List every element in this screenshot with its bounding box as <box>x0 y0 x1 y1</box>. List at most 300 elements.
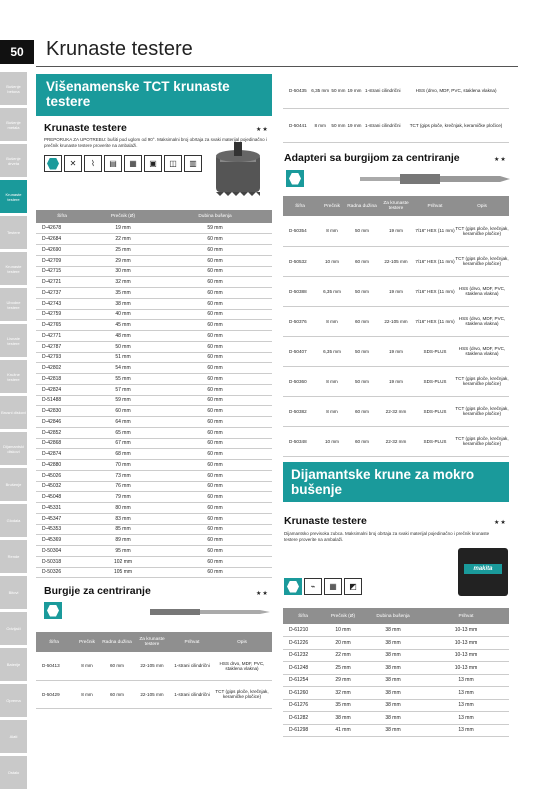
table-row <box>36 460 272 471</box>
stone-icon: ◩ <box>344 578 362 595</box>
table-cell: D-42802 <box>36 363 88 374</box>
hex-icon <box>44 602 62 619</box>
table-cell: 20 mm <box>323 637 363 650</box>
side-tab[interactable]: Dijamantski diskovi <box>0 432 27 465</box>
hole-saw-table <box>36 210 272 578</box>
table-cell: 8 mm <box>72 652 102 680</box>
col-header: Prečnik (Ø) <box>88 210 158 223</box>
page-title: Krunaste testere <box>46 38 193 60</box>
table-cell: 1-strani cilindrični <box>363 108 404 142</box>
col-header: Šifra <box>36 632 72 652</box>
table-cell: 60 mm <box>347 246 377 276</box>
table-cell: 19 mm <box>346 74 362 108</box>
table-cell: D-42678 <box>36 223 88 234</box>
col-header: Radna dužina <box>102 632 132 652</box>
table-cell: D-42715 <box>36 266 88 277</box>
table-cell: 60 mm <box>158 374 272 385</box>
table-cell: 8 mm <box>72 680 102 708</box>
table-row <box>36 384 272 395</box>
adapters-table <box>283 196 509 457</box>
table-cell: 10 mm <box>317 246 347 276</box>
table-cell: 89 mm <box>88 535 158 546</box>
table-cell: D-45032 <box>36 481 88 492</box>
table-cell: 60 mm <box>158 449 272 460</box>
table-cell: 60 mm <box>158 481 272 492</box>
col-header: Šifra <box>36 210 88 223</box>
wood-icon: ▤ <box>104 155 122 172</box>
table-cell: SDS-PLUS <box>415 336 455 366</box>
makita-logo: makita <box>464 564 502 574</box>
table-cell: D-50318 <box>36 556 88 567</box>
table-cell: D-61226 <box>283 637 323 650</box>
diamond-crown-image <box>458 548 508 596</box>
table-cell: TCT (gips ploče, krečnjak, keramičke pločice) <box>212 680 272 708</box>
table-cell: 19 mm <box>88 223 158 234</box>
hex-icon <box>286 170 304 187</box>
table-cell: 38 mm <box>363 712 423 725</box>
table-cell: 1-strani cilindrični <box>172 652 212 680</box>
table-cell: 60 mm <box>158 427 272 438</box>
table-cell: 60 mm <box>102 652 132 680</box>
table-row <box>283 246 509 276</box>
table-cell: 60 mm <box>158 503 272 514</box>
table-cell: 38 mm <box>363 637 423 650</box>
table-cell: 10-13 mm <box>423 624 509 637</box>
table-cell: 57 mm <box>88 384 158 395</box>
table-row <box>283 426 509 456</box>
table-cell: D-50441 <box>283 108 310 142</box>
table-cell: D-42846 <box>36 417 88 428</box>
table-row <box>283 699 509 712</box>
table-cell: D-42759 <box>36 309 88 320</box>
table-row <box>36 680 272 708</box>
table-row <box>36 492 272 503</box>
table-row <box>36 556 272 567</box>
diamond-stars: ★★ <box>494 520 507 526</box>
table-cell: D-50532 <box>283 246 317 276</box>
table-cell: 60 mm <box>158 363 272 374</box>
title-divider <box>36 66 518 67</box>
table-cell: 54 mm <box>88 363 158 374</box>
table-cell: HSS (drvo, MDF, PVC, staklena vlakna) <box>455 306 509 336</box>
table-cell: TCT (gips ploče, krečnjak, keramičke pločice) <box>403 108 509 142</box>
table-cell: 59 mm <box>88 395 158 406</box>
table-cell: D-42824 <box>36 384 88 395</box>
table-cell: 105 mm <box>88 567 158 578</box>
table-cell: D-50413 <box>36 652 72 680</box>
table-cell: 60 mm <box>158 277 272 288</box>
table-row <box>36 298 272 309</box>
table-row <box>36 449 272 460</box>
table-cell: 60 mm <box>158 438 272 449</box>
side-tab[interactable]: Testere <box>0 216 27 249</box>
table-cell: 60 mm <box>158 352 272 363</box>
table-cell: HSS (drvo, MDF, PVC, staklena vlakna) <box>403 74 509 108</box>
table-cell: SDS-PLUS <box>415 396 455 426</box>
table-cell: D-50304 <box>36 546 88 557</box>
table-cell: 60 mm <box>158 245 272 256</box>
pipe-icon: ◫ <box>164 155 182 172</box>
table-cell: D-42830 <box>36 406 88 417</box>
table-cell: D-45353 <box>36 524 88 535</box>
table-row <box>36 223 272 234</box>
table-cell: 60 mm <box>158 298 272 309</box>
table-cell: 13 mm <box>423 674 509 687</box>
table-row <box>283 712 509 725</box>
table-cell: 38 mm <box>363 699 423 712</box>
table-cell: D-50429 <box>36 680 72 708</box>
drill-icon: ⌇ <box>84 155 102 172</box>
side-tab[interactable]: Oprema <box>0 684 27 717</box>
table-cell: 10-13 mm <box>423 649 509 662</box>
table-cell: 19 mm <box>377 276 415 306</box>
col-header: Šifra <box>283 608 323 624</box>
table-cell: 7/16" HEX (11 mm) <box>415 276 455 306</box>
table-cell: 60 mm <box>158 288 272 299</box>
table-cell: 32 mm <box>323 687 363 700</box>
table-cell: 8 mm <box>317 306 347 336</box>
table-row <box>283 276 509 306</box>
table-cell: 50 mm <box>330 108 346 142</box>
table-cell: D-42684 <box>36 234 88 245</box>
table-cell: 102 mm <box>88 556 158 567</box>
table-cell: 60 mm <box>158 384 272 395</box>
table-row <box>36 546 272 557</box>
table-cell: 1-strani cilindrični <box>363 74 404 108</box>
side-tab[interactable]: Rende <box>0 540 27 573</box>
table-row <box>283 674 509 687</box>
side-tab[interactable]: Kružne testere <box>0 360 27 393</box>
table-cell: 22-105 mm <box>377 246 415 276</box>
table-cell: 19 mm <box>377 216 415 246</box>
table-cell: 50 mm <box>347 276 377 306</box>
table-row <box>36 481 272 492</box>
table-cell: 60 mm <box>158 492 272 503</box>
table-row <box>36 331 272 342</box>
left-banner: Višenamenske TCT krunaste testere <box>36 74 272 116</box>
centering-bit-image <box>150 605 270 619</box>
table-cell: 60 mm <box>158 255 272 266</box>
table-cell: 60 mm <box>158 341 272 352</box>
table-cell: D-61298 <box>283 724 323 737</box>
table-cell: 60 mm <box>347 426 377 456</box>
table-cell: 60 mm <box>158 556 272 567</box>
col-header: Prihvat <box>415 196 455 216</box>
tile-icon: ▦ <box>124 155 142 172</box>
water-icon: ⌁ <box>304 578 322 595</box>
table-cell: 60 mm <box>158 546 272 557</box>
table-cell: 50 mm <box>88 341 158 352</box>
table-cell: D-50388 <box>283 276 317 306</box>
col-header: Za krunaste testere <box>377 196 415 216</box>
table-row <box>283 366 509 396</box>
table-cell: 68 mm <box>88 449 158 460</box>
table-cell: 59 mm <box>158 223 272 234</box>
table-cell: 10-13 mm <box>423 637 509 650</box>
table-cell: D-42793 <box>36 352 88 363</box>
side-tab[interactable]: Krunaste testere <box>0 252 27 285</box>
side-tabs <box>0 72 27 775</box>
side-tab[interactable]: Bušenje drveta <box>0 144 27 177</box>
hole-saw-image <box>210 140 272 200</box>
table-cell: 6,35 mm <box>310 74 330 108</box>
table-cell: SDS-PLUS <box>415 366 455 396</box>
table-cell: 38 mm <box>363 724 423 737</box>
side-tab[interactable]: Glodala <box>0 504 27 537</box>
left-description: PREPORUKA ZA UPOTREBU: bušiti pod uglom od 90°. Maksimalni broj obrtaja za svaki materijal pojedinačno i prečnik krunaste testere proverite na ambalaži. <box>44 137 267 148</box>
left-section-title: Krunaste testere <box>44 122 127 134</box>
table-cell: SDS-PLUS <box>415 426 455 456</box>
col-header: Prečnik (Ø) <box>323 608 363 624</box>
table-cell: 60 mm <box>158 234 272 245</box>
table-cell: 38 mm <box>363 649 423 662</box>
table-cell: 60 mm <box>158 460 272 471</box>
table-row <box>36 374 272 385</box>
table-cell: 22-105 mm <box>132 680 172 708</box>
col-header: Prečnik <box>317 196 347 216</box>
table-cell: 60 mm <box>102 680 132 708</box>
table-cell: D-42787 <box>36 341 88 352</box>
bits-stars: ★★ <box>256 591 269 597</box>
side-tab[interactable]: Brušenje <box>0 468 27 501</box>
table-cell: D-42721 <box>36 277 88 288</box>
table-cell: 32 mm <box>88 277 158 288</box>
table-cell: D-50348 <box>283 426 317 456</box>
table-cell: D-50354 <box>283 216 317 246</box>
table-cell: D-42737 <box>36 288 88 299</box>
left-stars: ★★ <box>256 127 269 133</box>
table-cell: 83 mm <box>88 513 158 524</box>
table-cell: 38 mm <box>363 624 423 637</box>
table-cell: D-61248 <box>283 662 323 675</box>
table-row <box>283 662 509 675</box>
table-cell: 95 mm <box>88 546 158 557</box>
table-cell: TCT (gips ploče, krečnjak, keramičke pločice) <box>455 216 509 246</box>
side-tab[interactable]: Bušenje betona <box>0 72 27 105</box>
table-cell: 60 mm <box>158 406 272 417</box>
table-cell: HSS (drvo, MDF, PVC, staklena vlakna) <box>455 336 509 366</box>
table-cell: 22 mm <box>323 649 363 662</box>
table-cell: 60 mm <box>158 266 272 277</box>
table-cell: 38 mm <box>323 712 363 725</box>
diamond-icons <box>284 578 362 595</box>
table-cell: 22-105 mm <box>377 306 415 336</box>
table-cell: 22-105 mm <box>132 652 172 680</box>
side-tab[interactable]: Brusni diskovi <box>0 396 27 429</box>
table-cell: 48 mm <box>88 331 158 342</box>
table-row <box>283 396 509 426</box>
table-cell: 85 mm <box>88 524 158 535</box>
col-header: Prečnik <box>72 632 102 652</box>
col-header: Za krunaste testere <box>132 632 172 652</box>
table-cell: 51 mm <box>88 352 158 363</box>
diamond-description: Dijamantsko previsoka zubca. Maksimalni broj obrtaja za svaki materijal pojedinačno i prečnik krunaste testere proverite na ambalaži. <box>284 531 490 542</box>
table-cell: TCT (gips ploče, krečnjak, keramičke pločice) <box>455 396 509 426</box>
table-cell: 80 mm <box>88 503 158 514</box>
side-tab[interactable]: Ostalo <box>0 756 27 789</box>
table-cell: D-61210 <box>283 624 323 637</box>
table-cell: 6,35 mm <box>317 336 347 366</box>
metal-icon: ▣ <box>144 155 162 172</box>
side-tab[interactable]: Baterije <box>0 648 27 681</box>
table-cell: 50 mm <box>330 74 346 108</box>
table-row <box>283 724 509 737</box>
col-header: Dubina bušenja <box>363 608 423 624</box>
table-row <box>36 427 272 438</box>
brick-icon: ▥ <box>184 155 202 172</box>
table-cell: 60 mm <box>88 406 158 417</box>
table-row <box>283 637 509 650</box>
bits-section-title: Burgije za centriranje <box>44 585 151 597</box>
side-tab[interactable]: Odvijači <box>0 612 27 645</box>
table-cell: 50 mm <box>347 366 377 396</box>
table-row <box>36 234 272 245</box>
material-icons <box>44 155 202 172</box>
table-cell: TCT (gips ploče, krečnjak, keramičke pločice) <box>455 246 509 276</box>
table-cell: 7/16" HEX (11 mm) <box>415 246 455 276</box>
table-row <box>283 108 509 142</box>
table-cell: 35 mm <box>88 288 158 299</box>
table-cell: 79 mm <box>88 492 158 503</box>
table-cell: D-61282 <box>283 712 323 725</box>
table-cell: D-50326 <box>36 567 88 578</box>
table-row <box>36 245 272 256</box>
table-row <box>283 687 509 700</box>
table-row <box>283 216 509 246</box>
table-row <box>283 624 509 637</box>
table-row <box>36 406 272 417</box>
top-right-table <box>283 74 509 143</box>
table-cell: D-42709 <box>36 255 88 266</box>
table-cell: D-61232 <box>283 649 323 662</box>
side-tab[interactable]: Alati <box>0 720 27 753</box>
table-cell: 41 mm <box>323 724 363 737</box>
hex-icon <box>44 155 62 172</box>
table-cell: 60 mm <box>158 535 272 546</box>
table-cell: D-42818 <box>36 374 88 385</box>
table-cell: 10-13 mm <box>423 662 509 675</box>
side-tab[interactable]: Ubodne testere <box>0 288 27 321</box>
table-cell: 19 mm <box>377 336 415 366</box>
table-cell: D-61260 <box>283 687 323 700</box>
diamond-table <box>283 608 509 737</box>
table-cell: 60 mm <box>158 395 272 406</box>
table-cell: TCT (gips ploče, krečnjak, keramičke pločice) <box>455 426 509 456</box>
table-cell: 19 mm <box>346 108 362 142</box>
table-row <box>36 470 272 481</box>
table-cell: 8 mm <box>317 366 347 396</box>
table-cell: 6,35 mm <box>317 276 347 306</box>
bits-table <box>36 632 272 709</box>
table-cell: 10 mm <box>317 426 347 456</box>
table-cell: 60 mm <box>158 320 272 331</box>
table-cell: D-42690 <box>36 245 88 256</box>
table-cell: 38 mm <box>363 662 423 675</box>
table-cell: 60 mm <box>158 513 272 524</box>
table-cell: 22-32 mm <box>377 426 415 456</box>
table-cell: 35 mm <box>323 699 363 712</box>
table-cell: D-50435 <box>283 74 310 108</box>
table-cell: 7/16" HEX (11 mm) <box>415 216 455 246</box>
table-cell: TCT (gips ploče, krečnjak, keramičke pločice) <box>455 366 509 396</box>
table-cell: 29 mm <box>88 255 158 266</box>
table-cell: 13 mm <box>423 699 509 712</box>
table-row <box>36 438 272 449</box>
table-cell: D-61276 <box>283 699 323 712</box>
table-cell: D-50407 <box>283 336 317 366</box>
page-number: 50 <box>0 40 34 64</box>
table-cell: 64 mm <box>88 417 158 428</box>
table-cell: 55 mm <box>88 374 158 385</box>
table-row <box>283 336 509 366</box>
col-header: Prihvat <box>423 608 509 624</box>
table-row <box>36 513 272 524</box>
table-cell: 13 mm <box>423 687 509 700</box>
table-row <box>36 341 272 352</box>
table-cell: 45 mm <box>88 320 158 331</box>
table-cell: 50 mm <box>347 336 377 366</box>
table-row <box>283 649 509 662</box>
table-cell: D-50382 <box>283 396 317 426</box>
side-tab[interactable]: Bušenje metala <box>0 108 27 141</box>
table-cell: 1-strani cilindrični <box>172 680 212 708</box>
table-cell: 60 mm <box>347 396 377 426</box>
table-cell: D-45331 <box>36 503 88 514</box>
table-cell: D-42771 <box>36 331 88 342</box>
diamond-section-title: Krunaste testere <box>284 515 367 527</box>
col-header: Prihvat <box>172 632 212 652</box>
table-cell: 8 mm <box>310 108 330 142</box>
table-cell: D-45347 <box>36 513 88 524</box>
diamond-banner: Dijamantske krune za mokro bušenje <box>283 462 509 502</box>
side-tab[interactable]: Lisnate testere <box>0 324 27 357</box>
table-cell: 25 mm <box>88 245 158 256</box>
hex-icon <box>284 578 302 595</box>
table-cell: 10 mm <box>323 624 363 637</box>
table-cell: 70 mm <box>88 460 158 471</box>
tile-icon: ▦ <box>324 578 342 595</box>
table-cell: D-42874 <box>36 449 88 460</box>
table-cell: 22-32 mm <box>377 396 415 426</box>
table-cell: D-45369 <box>36 535 88 546</box>
table-row <box>36 255 272 266</box>
col-header: Opis <box>455 196 509 216</box>
side-tab[interactable]: Krunaste testere <box>0 180 27 213</box>
table-cell: 60 mm <box>347 306 377 336</box>
table-row <box>36 277 272 288</box>
table-row <box>36 417 272 428</box>
col-header: Dubina bušenja <box>158 210 272 223</box>
cross-icon: ✕ <box>64 155 82 172</box>
table-cell: 30 mm <box>88 266 158 277</box>
table-cell: 76 mm <box>88 481 158 492</box>
table-cell: 13 mm <box>423 724 509 737</box>
adapters-section-title: Adapteri sa burgijom za centriranje <box>284 152 460 164</box>
table-row <box>36 320 272 331</box>
table-cell: 60 mm <box>158 417 272 428</box>
table-cell: 25 mm <box>323 662 363 675</box>
table-row <box>36 567 272 578</box>
adapter-image <box>360 168 510 190</box>
table-cell: D-50376 <box>283 306 317 336</box>
side-tab[interactable]: Bitovi <box>0 576 27 609</box>
table-cell: 60 mm <box>158 567 272 578</box>
col-header: Radna dužina <box>347 196 377 216</box>
table-row <box>36 288 272 299</box>
col-header: Šifra <box>283 196 317 216</box>
table-cell: D-61254 <box>283 674 323 687</box>
table-cell: 13 mm <box>423 712 509 725</box>
